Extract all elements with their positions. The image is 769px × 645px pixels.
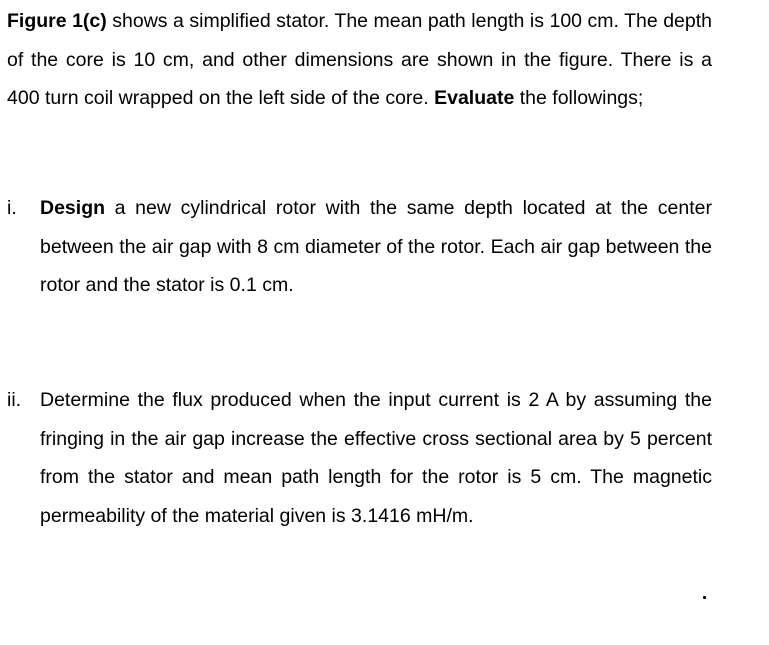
item-body bbox=[40, 381, 712, 535]
item-body bbox=[40, 189, 712, 305]
item-marker: i. bbox=[7, 197, 17, 219]
item-marker: ii. bbox=[7, 389, 22, 411]
intro-text-end: the followings; bbox=[514, 87, 644, 110]
problem-intro bbox=[7, 2, 712, 118]
item-text: Determine the flux produced when the input current is 2 A by assuming the fringing in the air gap increase the effective cross sectional area by 5 percent from the stator and mean path length for the rotor is 5 cm. The magnetic permeability of the material given is 3.1416 mH/m. bbox=[40, 389, 712, 527]
question-item-i bbox=[7, 189, 712, 305]
question-item-ii bbox=[7, 381, 712, 535]
figure-reference: Figure 1(c) bbox=[7, 10, 107, 32]
item-text: a new cylindrical rotor with the same depth located at the center between the air gap with 8 cm diameter of the rotor. Each air gap between the rotor and the stator is 0.1 cm. bbox=[40, 197, 712, 296]
design-label: Design bbox=[40, 197, 106, 219]
intro-text: shows a simplified stator. The mean path length is 100 cm. The depth of the core is 10 cm, and other dimensions are shown in the figure. There is a 400 turn coil wrapped on the left side of the core. bbox=[7, 10, 712, 110]
evaluate-label: Evaluate bbox=[434, 87, 515, 110]
stray-mark bbox=[703, 596, 706, 599]
